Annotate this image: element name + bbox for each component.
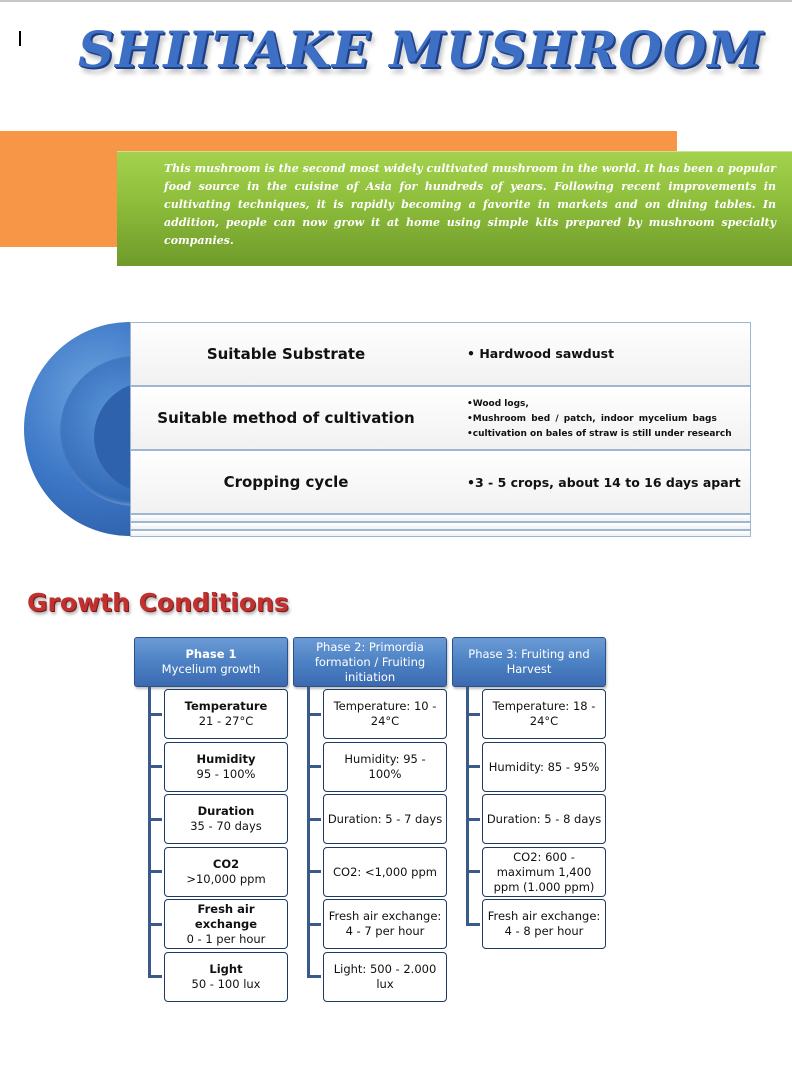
row-value: •Wood logs, •Mushroom bed / patch, indoor mycelium bags •cultivation on bales of straw is still under research bbox=[467, 399, 732, 439]
table-empty-row bbox=[130, 530, 751, 537]
phase-2-header: Phase 2: Primordia formation / Fruiting initiation bbox=[293, 637, 447, 687]
condition-box: Temperature: 10 - 24°C bbox=[323, 689, 447, 739]
condition-box: Fresh air exchange: 4 - 7 per hour bbox=[323, 899, 447, 949]
table-empty-row bbox=[130, 514, 751, 522]
row-value: • Hardwood sawdust bbox=[467, 346, 615, 361]
table-row bbox=[130, 386, 751, 450]
page-title: SHIITAKE MUSHROOM bbox=[78, 20, 764, 79]
blue-arc-decoration bbox=[24, 322, 134, 536]
condition-box: CO2: 600 - maximum 1,400 ppm (1.000 ppm) bbox=[482, 847, 606, 897]
condition-box: Duration 35 - 70 days bbox=[164, 794, 288, 844]
condition-box: Temperature: 18 - 24°C bbox=[482, 689, 606, 739]
intro-paragraph: This mushroom is the second most widely cultivated mushroom in the world. It has been a popular food source in the cuisine of Asia for hundreds of years. Following recent improvements in cultivating techniques, it is rapidly becoming a favorite in markets and on dining tables. In addition, people can now grow it at home using simple kits prepared by mushroom specialty companies. bbox=[164, 162, 776, 247]
connector-line bbox=[148, 687, 151, 977]
condition-box: Duration: 5 - 7 days bbox=[323, 794, 447, 844]
condition-box: Light 50 - 100 lux bbox=[164, 952, 288, 1002]
row-label: Suitable method of cultivation bbox=[157, 409, 415, 427]
growth-conditions-heading: Growth Conditions bbox=[27, 588, 289, 617]
table-row bbox=[130, 322, 751, 386]
condition-box: CO2: <1,000 ppm bbox=[323, 847, 447, 897]
condition-box: Humidity 95 - 100% bbox=[164, 742, 288, 792]
condition-box: CO2 >10,000 ppm bbox=[164, 847, 288, 897]
table-empty-row bbox=[130, 522, 751, 530]
row-label: Suitable Substrate bbox=[206, 345, 366, 363]
connector-line bbox=[307, 687, 310, 977]
condition-box: Light: 500 - 2.000 lux bbox=[323, 952, 447, 1002]
condition-box: Fresh air exchange 0 - 1 per hour bbox=[164, 899, 288, 949]
condition-box: Fresh air exchange: 4 - 8 per hour bbox=[482, 899, 606, 949]
condition-box: Temperature 21 - 27°C bbox=[164, 689, 288, 739]
phase-3-header: Phase 3: Fruiting and Harvest bbox=[452, 637, 606, 687]
condition-box: Humidity: 95 - 100% bbox=[323, 742, 447, 792]
condition-box: Duration: 5 - 8 days bbox=[482, 794, 606, 844]
text-cursor bbox=[19, 31, 21, 46]
connector-line bbox=[466, 687, 469, 925]
page-top-border bbox=[0, 0, 792, 2]
row-label: Cropping cycle bbox=[223, 473, 349, 491]
row-value: •3 - 5 crops, about 14 to 16 days apart bbox=[467, 475, 741, 490]
table-row bbox=[130, 450, 751, 514]
condition-box: Humidity: 85 - 95% bbox=[482, 742, 606, 792]
phase-1-header: Phase 1 Mycelium growth bbox=[134, 637, 288, 687]
